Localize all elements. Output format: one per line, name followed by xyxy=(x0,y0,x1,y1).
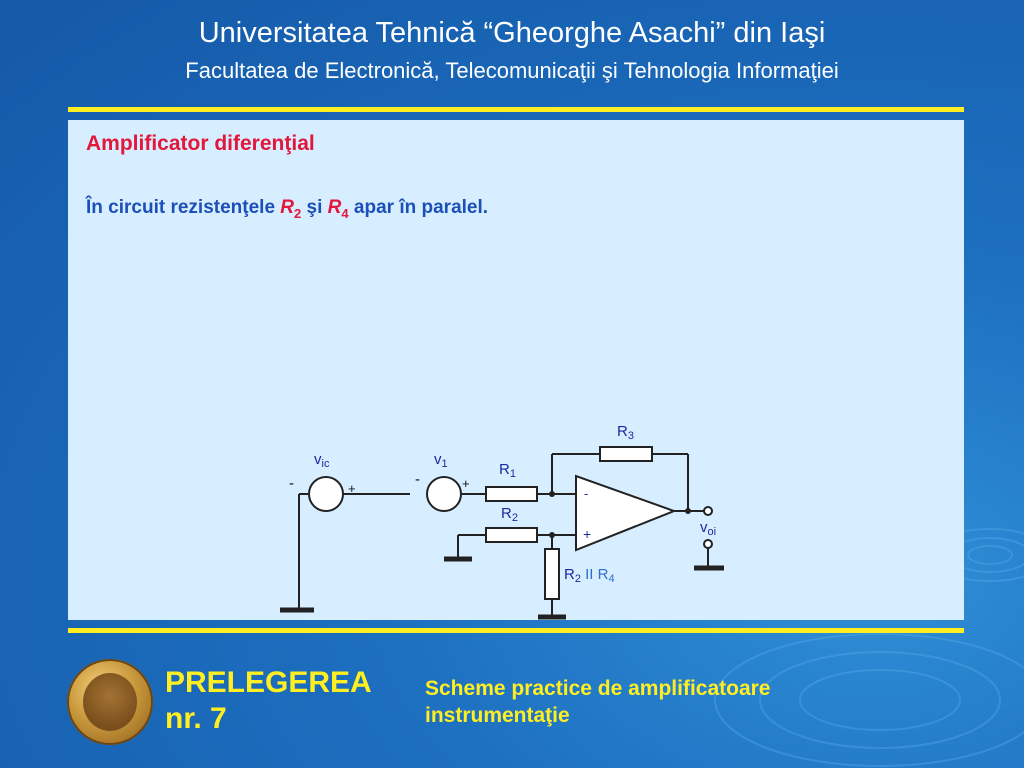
output-terminal xyxy=(704,507,712,515)
label-rpar: $R_2$ II $R_4$ xyxy=(564,566,615,585)
label-v1-minus: - xyxy=(415,471,420,488)
faculty-subtitle: Facultatea de Electronică, Telecomunicaţii şi Tehnologia Informaţiei xyxy=(185,58,839,83)
source-vic xyxy=(309,477,343,511)
bottom-divider xyxy=(68,628,964,633)
label-r2: $R_2$ xyxy=(501,505,518,524)
section-heading: Amplificator diferenţial xyxy=(86,132,315,155)
medal-logo xyxy=(67,659,153,745)
label-v1-plus: + xyxy=(462,476,470,491)
lecture-label xyxy=(165,665,372,737)
label-opamp-plus: + xyxy=(583,526,592,542)
label-v1: $v_1$ xyxy=(434,451,448,470)
differential-amplifier-circuit xyxy=(68,120,964,620)
resistor-rpar xyxy=(545,549,559,599)
lecture-line2: nr. 7 xyxy=(165,702,227,735)
label-vic-plus: + xyxy=(348,481,356,496)
para-text-middle: şi xyxy=(301,197,328,218)
resistor-r1 xyxy=(486,487,537,501)
label-r3: $R_3$ xyxy=(617,423,634,442)
source-v1 xyxy=(427,477,461,511)
para-r4: $R_4$ xyxy=(327,197,349,221)
resistor-r3 xyxy=(600,447,652,461)
medal-portrait xyxy=(83,673,137,731)
para-text-before: În circuit rezistenţele xyxy=(86,197,281,218)
para-text-after: apar în paralel. xyxy=(348,197,489,218)
label-voi: $v_{oi}$ xyxy=(700,519,717,538)
resistor-r2 xyxy=(486,528,537,542)
label-vic-minus: - xyxy=(289,475,294,492)
output-ground-terminal xyxy=(704,540,712,548)
label-opamp-minus: - xyxy=(584,486,589,501)
lecture-line1: PRELEGEREA xyxy=(165,666,372,699)
para-r2: $R_2$ xyxy=(280,197,302,221)
university-title: Universitatea Tehnică “Gheorghe Asachi” din Iaşi xyxy=(198,17,826,49)
lecture-topic: Scheme practice de amplificatoare instrumentaţie xyxy=(425,677,771,727)
label-r1: $R_1$ xyxy=(499,461,516,480)
junction-noninv xyxy=(549,532,555,538)
label-vic: $v_{ic}$ xyxy=(314,451,330,470)
top-divider xyxy=(68,107,964,112)
junction-inv xyxy=(549,491,555,497)
junction-output xyxy=(685,508,691,514)
slide-content-panel xyxy=(68,120,964,620)
